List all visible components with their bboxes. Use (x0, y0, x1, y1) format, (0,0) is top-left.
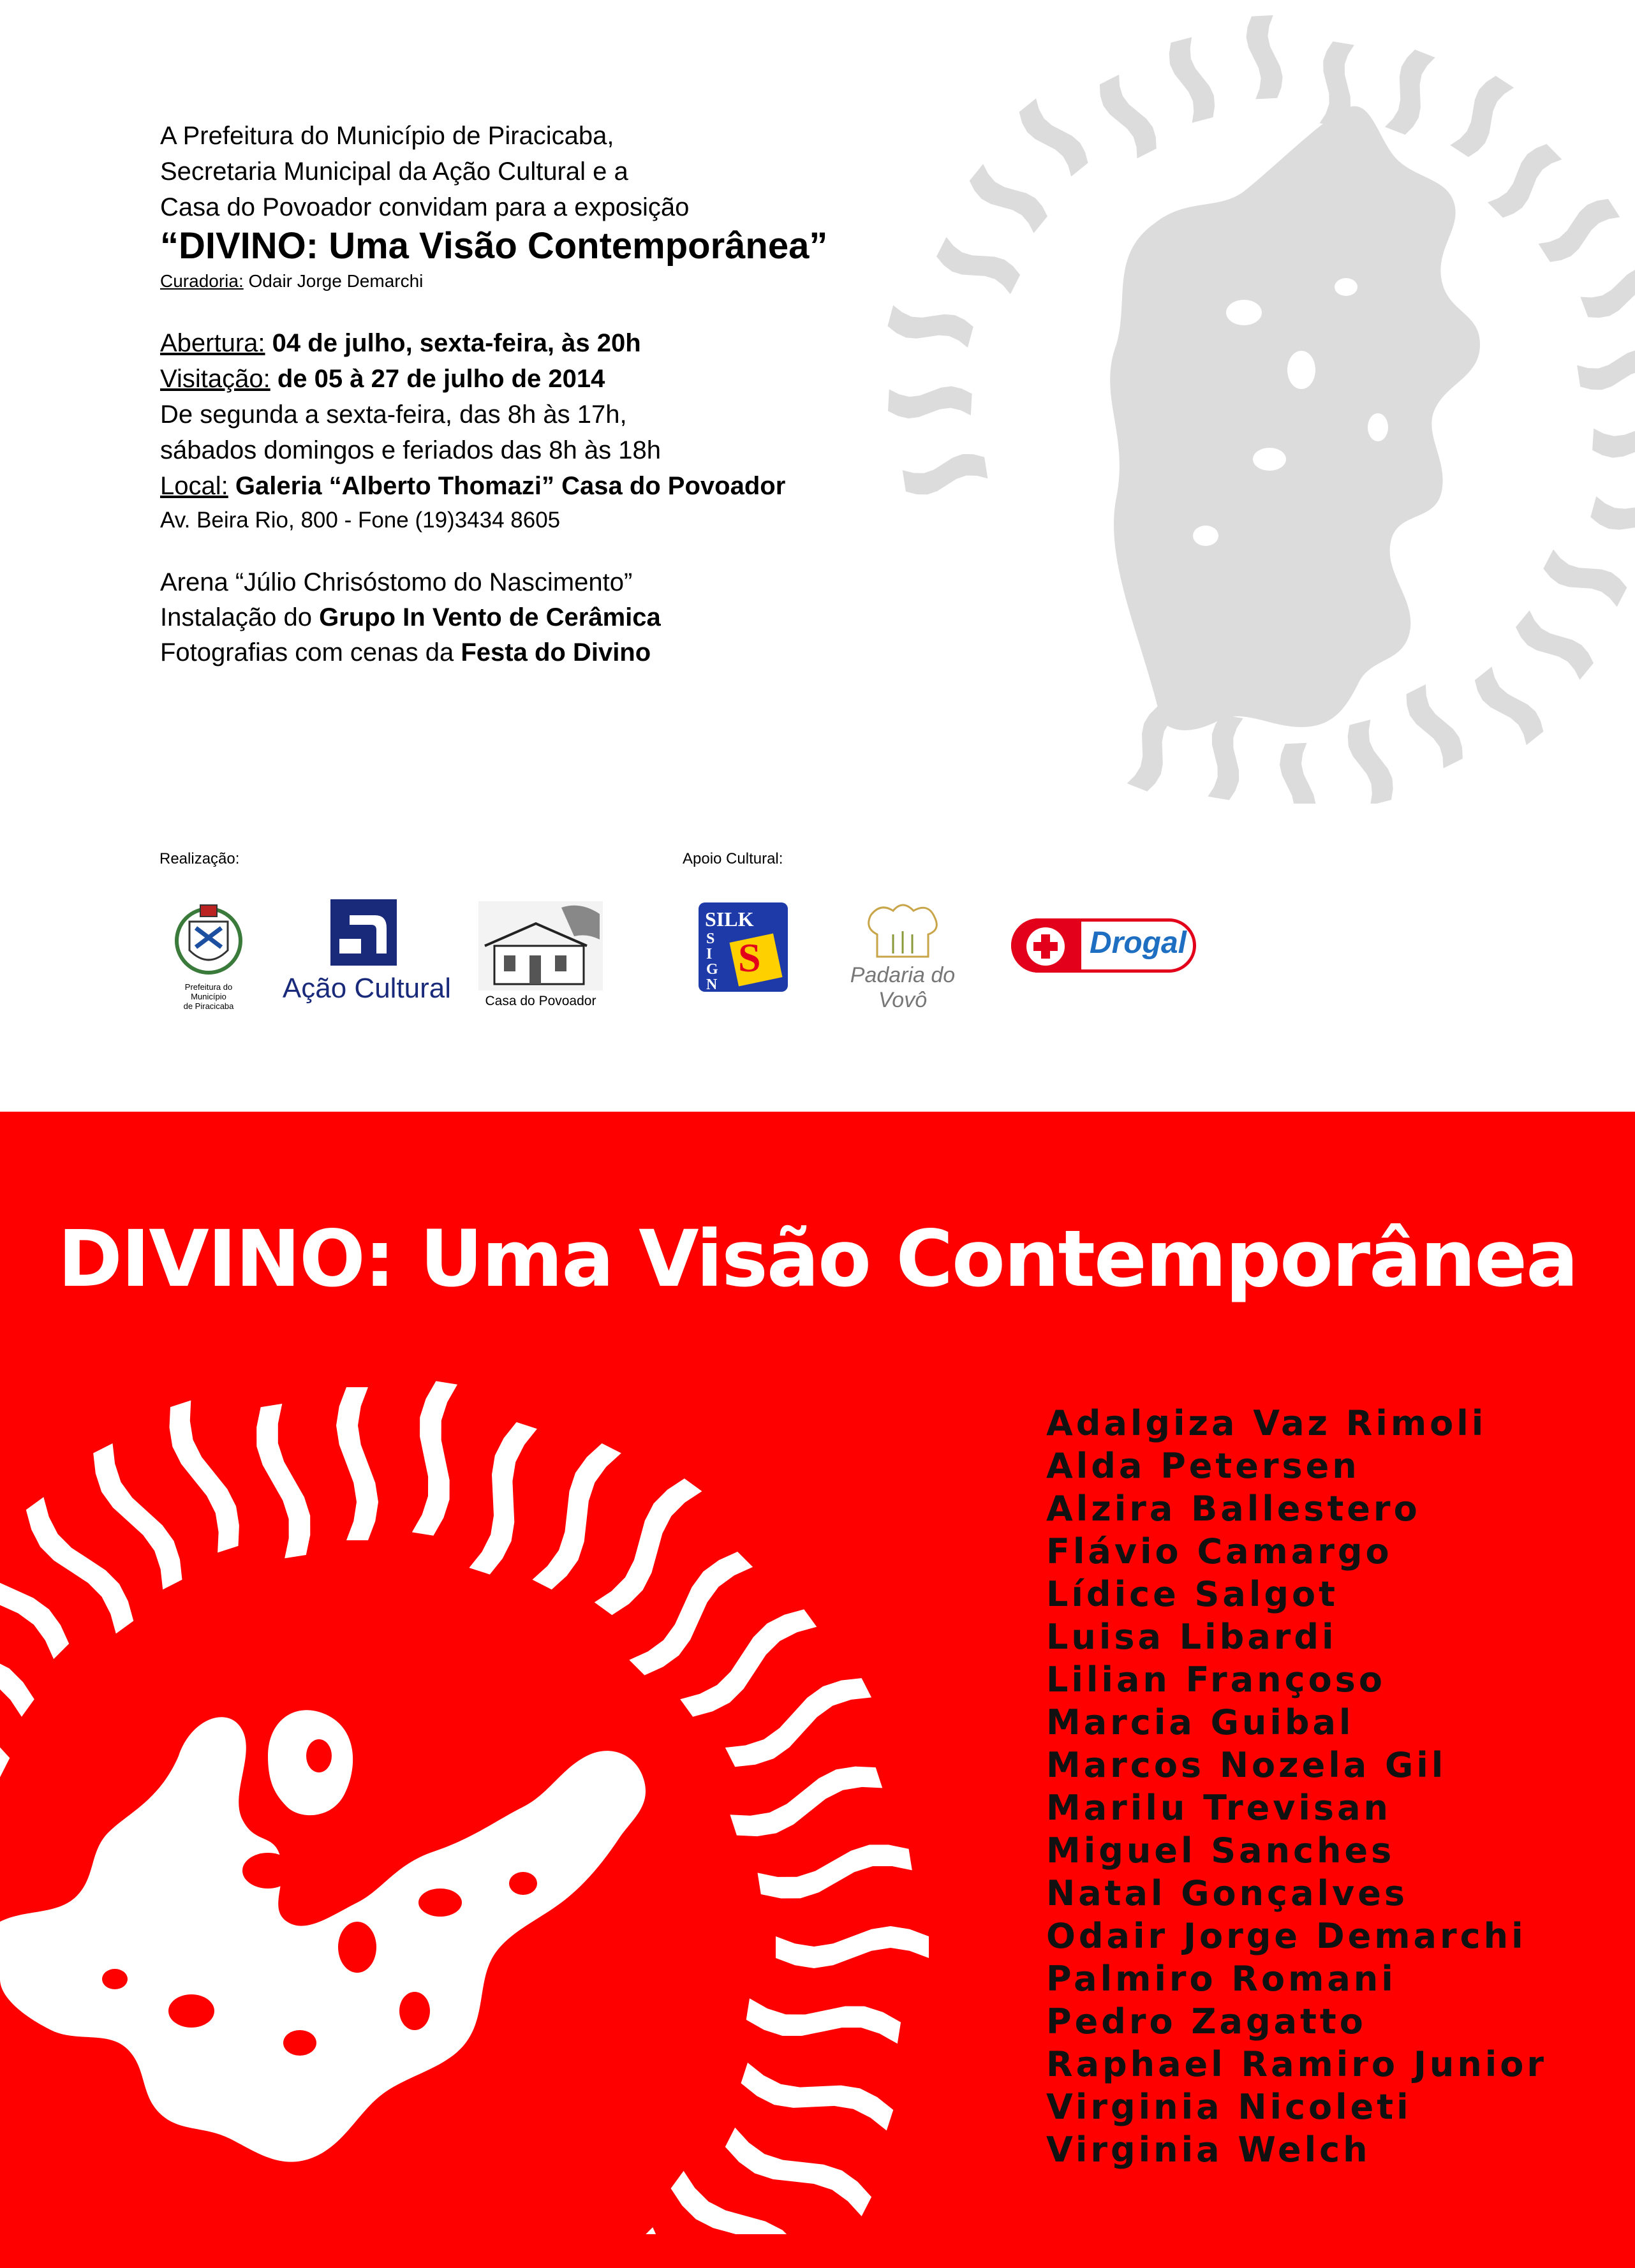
curadoria-name: Odair Jorge Demarchi (248, 271, 424, 291)
artist-name: Marcos Nozela Gil (1046, 1745, 1447, 1785)
address-line: Av. Beira Rio, 800 - Fone (19)3434 8605 (160, 508, 561, 533)
ray-shape (1450, 76, 1514, 157)
artist-name: Raphael Ramiro Junior (1046, 2044, 1548, 2084)
artist-name: Marcia Guibal (1046, 1702, 1354, 1742)
ray-shape (776, 1926, 929, 1968)
drogal-cross-icon (1026, 927, 1065, 966)
artist-name: Virginia Welch (1046, 2130, 1371, 2170)
ray-shape (0, 1609, 34, 1717)
ray-shape (758, 1845, 912, 1898)
artist-list (1046, 1402, 1547, 2171)
ray-shape (93, 1443, 182, 1589)
artist-name: Pedro Zagatto (1046, 2001, 1366, 2042)
visitacao-label: Visitação: (160, 365, 270, 393)
padaria-text: Padaria do Vovô (850, 963, 956, 1012)
artist-name: Marilu Trevisan (1046, 1788, 1391, 1828)
fotos-prefix: Fotografias com cenas da (160, 638, 454, 666)
invitation-line-1: A Prefeitura do Município de Piracicaba, (160, 122, 614, 150)
ray-shape (730, 1767, 882, 1837)
ray-shape (725, 2128, 871, 2216)
visitacao-line (160, 361, 605, 397)
artist-name: Odair Jorge Demarchi (1046, 1916, 1527, 1956)
ray-shape (903, 454, 988, 495)
prefeitura-caption-1: Prefeitura do Município (184, 982, 233, 1001)
silk-s-letter: S (738, 935, 761, 980)
artist-name: Natal Gonçalves (1046, 1873, 1408, 1913)
abertura-value: 04 de julho, sexta-feira, às 20h (272, 329, 641, 357)
ray-shape (725, 1678, 871, 1767)
ray-shape (1247, 15, 1283, 99)
ray-shape (1539, 199, 1620, 262)
instalacao-line (160, 600, 661, 635)
ray-shape (936, 237, 1020, 294)
artist-name: Luisa Libardi (1046, 1617, 1337, 1657)
ray-shape (1169, 37, 1215, 122)
ray-shape (0, 1688, 10, 1777)
ray-shape (1580, 267, 1635, 318)
ray-shape (595, 1478, 702, 1615)
ray-shape (1100, 75, 1157, 158)
artist-name: Miguel Sanches (1046, 1830, 1395, 1871)
curadoria-label: Curadoria: (160, 271, 244, 291)
ray-shape (1348, 719, 1393, 804)
ray-shape (412, 1381, 457, 1535)
hours-line-2: sábados domingos e feriados das 8h às 18h (160, 436, 661, 464)
ray-shape (1280, 743, 1316, 804)
drogal-logo (1011, 918, 1196, 973)
invitation-line-2: Secretaria Municipal da Ação Cultural e a (160, 158, 628, 186)
house-sketch-icon (478, 901, 603, 990)
silk-sign-logo (699, 902, 788, 992)
ray-shape (746, 1998, 901, 2043)
ray-shape (970, 164, 1047, 233)
silk-text: SILK (705, 908, 754, 931)
artist-name: Alzira Ballestero (1046, 1489, 1421, 1529)
sign-text: SIGN (706, 931, 718, 993)
ray-shape (1488, 144, 1562, 218)
dove-sun-emblem-gray (887, 13, 1635, 804)
artist-name: Lídice Salgot (1046, 1574, 1338, 1614)
artist-name: Palmiro Romani (1046, 1959, 1396, 1999)
poster-title: DIVINO: Uma Visão Contemporânea (57, 1214, 1578, 1304)
hours-line-1: De segunda a sexta-feira, das 8h às 17h, (160, 401, 627, 429)
ray-shape (170, 1401, 239, 1553)
padaria-logo (823, 899, 982, 1012)
ray-shape (680, 1609, 817, 1717)
acao-cultural-icon (330, 899, 397, 966)
dove-sun-emblem-white (0, 1309, 995, 2234)
apoio-label: Apoio Cultural: (683, 850, 783, 867)
ray-shape (533, 1443, 621, 1589)
fotos-event: Festa do Divino (461, 638, 651, 666)
abertura-label: Abertura: (160, 329, 265, 357)
curadoria-line (160, 271, 423, 291)
realizacao-label: Realização: (159, 850, 240, 867)
ray-shape (1407, 684, 1463, 769)
acao-cultural-logo (271, 899, 462, 1008)
ray-shape (1516, 610, 1594, 680)
ray-shape (469, 1422, 537, 1575)
arena-line: Arena “Júlio Chrisóstomo do Nascimento” (160, 568, 633, 596)
ray-shape (741, 2063, 894, 2131)
local-line (160, 468, 785, 504)
ray-shape (1590, 496, 1635, 539)
prefeitura-caption-2: de Piracicaba (183, 1001, 234, 1011)
invitation-section (0, 0, 1635, 1112)
abertura-line (160, 325, 641, 361)
chef-hat-icon (861, 899, 944, 963)
artist-name: Lilian Françoso (1046, 1660, 1386, 1700)
exhibition-title: “DIVINO: Uma Visão Contemporânea” (160, 225, 828, 267)
poster-section (0, 1112, 1635, 2268)
ray-shape (1019, 98, 1088, 177)
ray-shape (1475, 666, 1544, 745)
ray-shape (1543, 549, 1627, 607)
ray-shape (1385, 50, 1435, 135)
invitation-line-3: Casa do Povoador convidam para a exposição (160, 193, 690, 221)
casa-povoador-text: Casa do Povoador (485, 994, 596, 1008)
local-label: Local: (160, 472, 228, 500)
ray-shape (1592, 426, 1635, 458)
artist-name: Flávio Camargo (1046, 1531, 1393, 1572)
ray-shape (887, 306, 973, 348)
fotos-line (160, 635, 651, 670)
ray-shape (888, 387, 972, 419)
drogal-text: Drogal (1090, 926, 1187, 960)
ray-shape (1577, 350, 1635, 390)
casa-povoador-logo (478, 901, 603, 1010)
prefeitura-logo (167, 896, 250, 1011)
ray-shape (256, 1404, 310, 1558)
artist-name: Adalgiza Vaz Rimoli (1046, 1403, 1487, 1443)
instalacao-group: Grupo In Vento de Cerâmica (319, 603, 661, 631)
instalacao-prefix: Instalação do (160, 603, 312, 631)
prefeitura-caption (167, 982, 250, 1011)
artist-name: Virginia Nicoleti (1046, 2087, 1412, 2127)
ray-shape (1208, 715, 1243, 800)
visitacao-value: de 05 à 27 de julho de 2014 (277, 365, 605, 393)
artist-name: Alda Petersen (1046, 1446, 1360, 1486)
ray-shape (336, 1387, 378, 1540)
acao-cultural-text: Ação Cultural (282, 973, 452, 1004)
local-value: Galeria “Alberto Thomazi” Casa do Povoador (235, 472, 786, 500)
coat-of-arms-icon (167, 896, 250, 979)
